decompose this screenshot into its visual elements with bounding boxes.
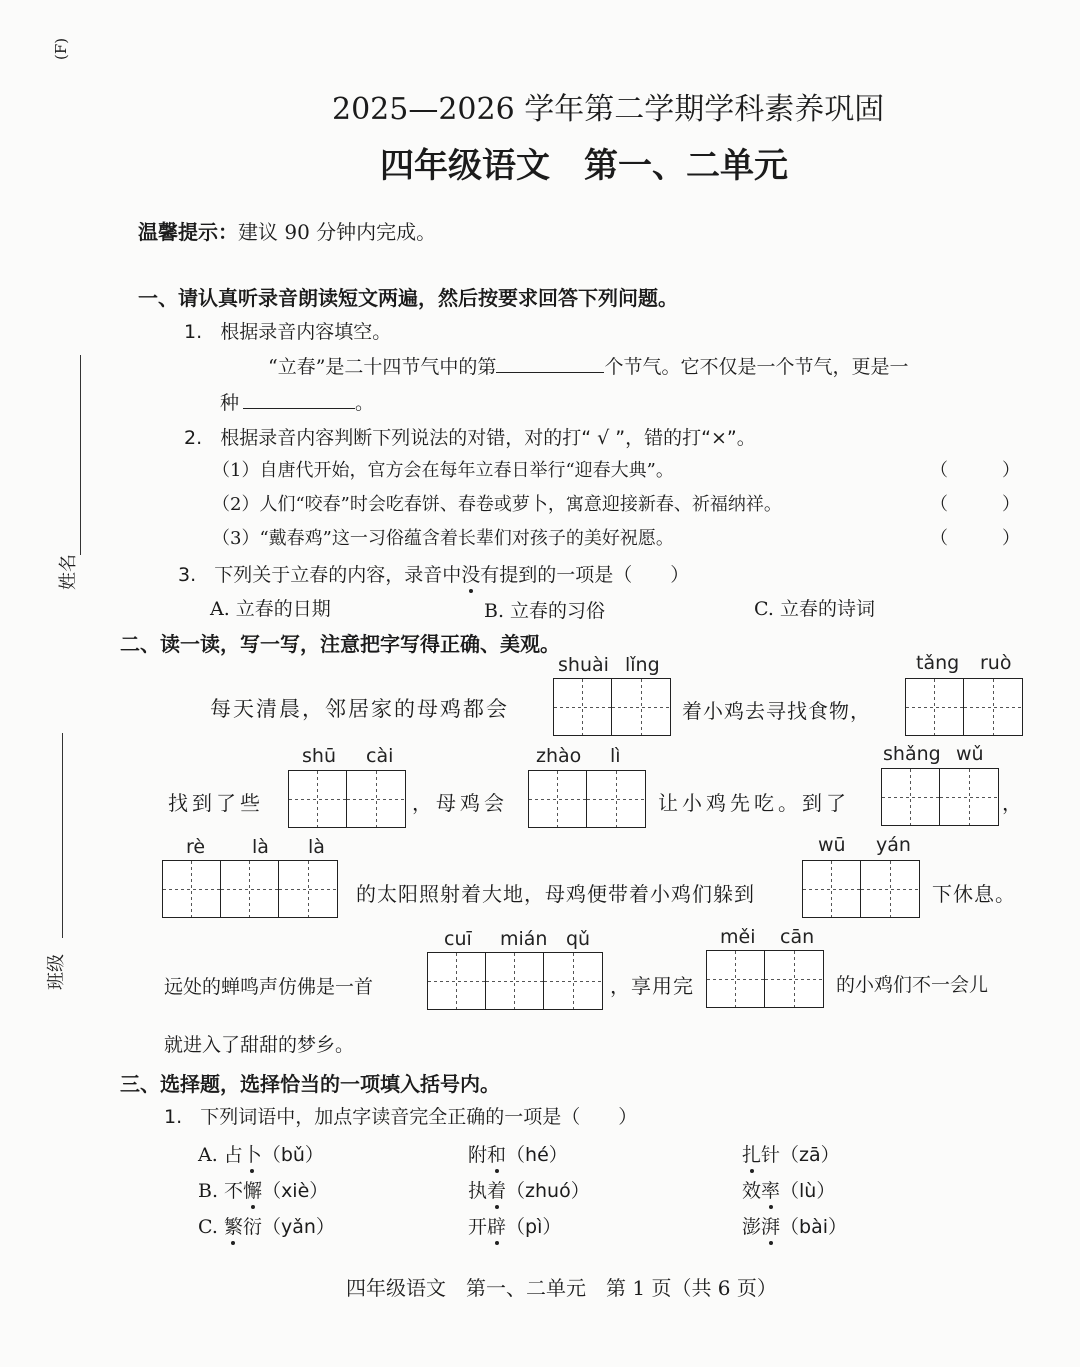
dotted-char: 湃 — [761, 1216, 781, 1238]
choice-text: 澎 — [742, 1216, 762, 1238]
dotted-char: 率 — [761, 1180, 781, 1202]
section2-heading: 二、读一读，写一写，注意把字写得正确、美观。 — [120, 632, 560, 656]
choice-text: A. 占 — [198, 1144, 243, 1166]
s1-q3-label: 3. — [178, 564, 197, 586]
choice-word — [742, 1212, 847, 1239]
dotted-char: 辟 — [487, 1216, 507, 1238]
pinyin: ruò — [980, 652, 1012, 674]
pinyin: lì — [610, 745, 621, 767]
row4-text2: ，享用完 — [610, 974, 694, 998]
section3-heading: 三、选择题，选择恰当的一项填入括号内。 — [120, 1072, 500, 1096]
choice-word — [468, 1176, 590, 1203]
choice-pinyin: （bǔ） — [261, 1144, 324, 1166]
s3-q1-text: 下列词语中，加点字读音完全正确的一项是（ ） — [200, 1106, 638, 1128]
class-write-line[interactable] — [62, 733, 63, 938]
tip-label: 温馨提示： — [138, 220, 238, 244]
s1-q1-text-c: 种 — [220, 392, 240, 414]
writing-grid[interactable] — [553, 678, 671, 736]
choice-word — [468, 1212, 561, 1239]
page-footer: 四年级语文 第一、二单元 第 1 页（共 6 页） — [346, 1276, 777, 1300]
statement-text: （3）“戴春鸡”这一习俗蕴含着长辈们对孩子的美好祝愿。 — [212, 528, 674, 549]
row4-text1: 远处的蝉鸣声仿佛是一首 — [164, 976, 374, 998]
statement-text: （1）自唐代开始，官方会在每年立春日举行“迎春大典”。 — [212, 460, 674, 481]
row1-text1: 每天清晨，邻居家的母鸡都会 — [210, 697, 509, 721]
s3-q1-label: 1. — [164, 1106, 183, 1128]
dotted-char: 着 — [487, 1180, 507, 1202]
choice-pinyin: （lù） — [780, 1180, 836, 1202]
s1-q2 — [184, 423, 756, 450]
answer-blank-1[interactable] — [496, 353, 604, 373]
dotted-char: 扎 — [742, 1144, 762, 1166]
choice-text: 执 — [468, 1180, 488, 1202]
choice-word — [198, 1140, 324, 1167]
dotted-char: 懈 — [243, 1180, 263, 1202]
pinyin: shǎng — [883, 743, 941, 765]
pinyin: tǎng — [916, 652, 960, 674]
s3-q1 — [164, 1102, 637, 1129]
writing-grid[interactable] — [905, 678, 1023, 736]
row2-text3: 让小鸡先吃。到了 — [658, 791, 850, 815]
choice-word — [742, 1140, 840, 1167]
answer-paren[interactable]: （ ） — [930, 494, 1026, 515]
pinyin: cuī — [444, 928, 472, 950]
form-mark: (F) — [52, 37, 70, 60]
row5-text: 就进入了甜甜的梦乡。 — [164, 1034, 355, 1056]
pinyin: qǔ — [566, 928, 591, 950]
choice-pinyin: （bài） — [780, 1216, 848, 1238]
s1-q1-text-d: 。 — [355, 392, 375, 414]
pinyin: cān — [780, 926, 815, 948]
writing-grid[interactable] — [288, 770, 406, 828]
choice-text: 开 — [468, 1216, 488, 1238]
writing-grid[interactable] — [802, 860, 920, 918]
s1-q1-fill-line2 — [220, 388, 374, 415]
pinyin: shū — [302, 745, 336, 767]
row2-text2: ，母鸡会 — [412, 791, 508, 815]
s1-q3-option-a[interactable]: A. 立春的日期 — [210, 598, 331, 620]
class-label: 班级 — [46, 954, 67, 990]
s1-q1-label: 1. — [184, 321, 203, 343]
pinyin: měi — [720, 926, 756, 948]
answer-blank-2[interactable] — [243, 389, 355, 409]
writing-grid[interactable] — [881, 768, 999, 826]
writing-grid[interactable] — [528, 770, 646, 828]
pinyin: yán — [876, 834, 911, 856]
pinyin: wū — [818, 834, 846, 856]
s1-q1-fill-line1 — [268, 352, 908, 379]
s1-q3-option-b[interactable]: B. 立春的习俗 — [484, 600, 606, 622]
s1-q1-text: 根据录音内容填空。 — [220, 321, 392, 343]
pinyin: zhào — [536, 745, 582, 767]
exam-title: 2025—2026 学年第二学期学科素养巩固 — [332, 92, 885, 127]
section1-heading: 一、请认真听录音朗读短文两遍，然后按要求回答下列问题。 — [138, 286, 678, 310]
dotted-char: 卜 — [242, 1144, 262, 1166]
writing-grid[interactable] — [427, 952, 603, 1010]
row3-text2: 下休息。 — [932, 882, 1016, 906]
tip-text: 建议 90 分钟内完成。 — [238, 220, 437, 244]
name-write-line[interactable] — [80, 355, 81, 555]
choice-text: B. 不 — [198, 1180, 244, 1202]
pinyin: lǐng — [625, 654, 660, 676]
choice-word — [198, 1212, 335, 1239]
dotted-char: 和 — [487, 1144, 507, 1166]
answer-paren[interactable]: （ ） — [930, 528, 1026, 549]
row2-text1: 找到了些 — [168, 791, 264, 815]
choice-text: 衍 — [242, 1216, 262, 1238]
pinyin: mián — [500, 928, 548, 950]
s1-q3-option-c[interactable]: C. 立春的诗词 — [754, 598, 875, 620]
statement-text: （2）人们“咬春”时会吃春饼、春卷或萝卜，寓意迎接新春、祈福纳祥。 — [212, 494, 782, 515]
row3-text1: 的太阳照射着大地，母鸡便带着小鸡们躲到 — [356, 882, 755, 906]
pinyin: wǔ — [956, 743, 984, 765]
s1-q3-text-a: 下列关于立春的内容，录音中 — [214, 564, 462, 586]
s1-q3-text-b: 有提到的一项是（ ） — [480, 564, 690, 586]
s1-q1 — [184, 317, 391, 344]
choice-text: 附 — [468, 1144, 488, 1166]
choice-text: 效 — [742, 1180, 762, 1202]
dotted-char: 繁 — [223, 1216, 243, 1238]
choice-word — [198, 1176, 328, 1203]
choice-pinyin: （yǎn） — [261, 1216, 335, 1238]
choice-pinyin: （hé） — [506, 1144, 568, 1166]
row4-text3: 的小鸡们不一会儿 — [836, 974, 989, 996]
choice-text: C. — [198, 1216, 224, 1238]
row1-text2: 着小鸡去寻找食物， — [682, 699, 871, 723]
pinyin: là — [308, 836, 325, 858]
pinyin: rè — [186, 836, 206, 858]
pinyin: là — [252, 836, 269, 858]
choice-word — [468, 1140, 568, 1167]
answer-paren[interactable]: （ ） — [930, 460, 1026, 481]
s1-q1-text-b: 个节气。它不仅是一个节气，更是一 — [604, 356, 909, 378]
name-label: 姓名 — [58, 554, 79, 590]
writing-grid[interactable] — [706, 950, 824, 1008]
s1-q1-text-a: “立春”是二十四节气中的第 — [268, 356, 497, 378]
writing-grid[interactable] — [162, 860, 338, 918]
choice-pinyin: （pì） — [506, 1216, 562, 1238]
pinyin: cài — [366, 745, 394, 767]
choice-word — [742, 1176, 835, 1203]
pinyin: shuài — [558, 654, 609, 676]
s1-q3 — [178, 560, 689, 587]
choice-pinyin: （xiè） — [262, 1180, 329, 1202]
s1-q3-dotted-char: 没 — [461, 564, 481, 586]
exam-subtitle: 四年级语文 第一、二单元 — [380, 146, 788, 186]
choice-pinyin: （zhuó） — [506, 1180, 590, 1202]
s1-q2-label: 2. — [184, 427, 203, 449]
tip — [138, 216, 436, 245]
row2-text4: ， — [1002, 791, 1022, 815]
s1-q2-text: 根据录音内容判断下列说法的对错，对的打“ √ ”，错的打“×”。 — [220, 427, 756, 449]
choice-text: 针 — [761, 1144, 781, 1166]
choice-pinyin: （zā） — [780, 1144, 840, 1166]
